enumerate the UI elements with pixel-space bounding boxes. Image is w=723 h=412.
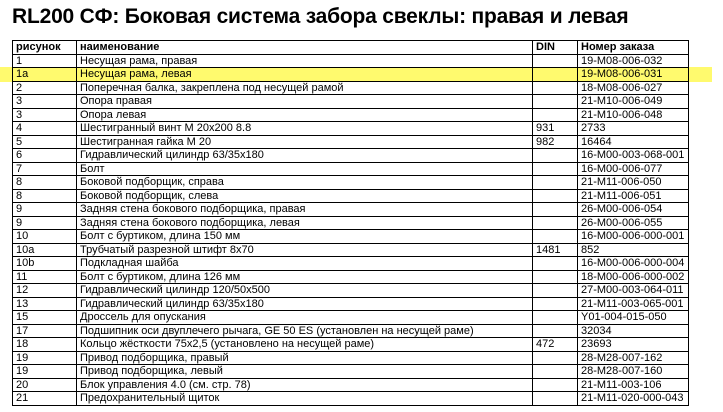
cell-din	[533, 68, 578, 82]
table-row	[13, 297, 689, 311]
cell-order-number: 23693	[578, 338, 689, 352]
parts-table	[12, 40, 689, 406]
cell-din	[533, 351, 578, 365]
cell-figure: 18	[13, 338, 77, 352]
cell-order-number: 21-M10-006-049	[578, 95, 689, 109]
cell-order-number: 2733	[578, 122, 689, 136]
cell-order-number: 21-M11-003-106	[578, 378, 689, 392]
cell-din	[533, 311, 578, 325]
table-row	[13, 95, 689, 109]
cell-order-number: 32034	[578, 324, 689, 338]
column-header-figure: рисунок	[13, 41, 77, 55]
cell-din	[533, 203, 578, 217]
table-row	[13, 189, 689, 203]
cell-name: Опора правая	[77, 95, 533, 109]
cell-din	[533, 284, 578, 298]
cell-order-number: 16-M00-006-077	[578, 162, 689, 176]
table-row	[13, 108, 689, 122]
cell-name: Гидравлический цилиндр 120/50x500	[77, 284, 533, 298]
cell-figure: 12	[13, 284, 77, 298]
cell-order-number: 19-M08-006-032	[578, 54, 689, 68]
cell-din	[533, 81, 578, 95]
cell-figure: 19	[13, 365, 77, 379]
cell-figure: 11	[13, 270, 77, 284]
table-row	[13, 392, 689, 406]
table-row	[13, 378, 689, 392]
cell-name: Несущая рама, правая	[77, 54, 533, 68]
cell-figure: 13	[13, 297, 77, 311]
cell-name: Болт	[77, 162, 533, 176]
cell-order-number: 26-M00-006-055	[578, 216, 689, 230]
table-row	[13, 284, 689, 298]
cell-order-number: 16464	[578, 135, 689, 149]
cell-name: Поперечная балка, закреплена под несущей рамой	[77, 81, 533, 95]
cell-order-number: 19-M08-006-031	[578, 68, 689, 82]
table-row	[13, 176, 689, 190]
table-row	[13, 243, 689, 257]
cell-figure: 9	[13, 203, 77, 217]
cell-order-number: 852	[578, 243, 689, 257]
cell-figure: 8	[13, 176, 77, 190]
table-row	[13, 216, 689, 230]
table-row	[13, 257, 689, 271]
cell-order-number: 21-M10-006-048	[578, 108, 689, 122]
cell-din	[533, 270, 578, 284]
cell-figure: 1a	[13, 68, 77, 82]
cell-din	[533, 54, 578, 68]
cell-figure: 20	[13, 378, 77, 392]
cell-din: 1481	[533, 243, 578, 257]
cell-figure: 10b	[13, 257, 77, 271]
table-row	[13, 162, 689, 176]
cell-name: Предохранительный щиток	[77, 392, 533, 406]
cell-name: Дроссель для опускания	[77, 311, 533, 325]
cell-name: Опора левая	[77, 108, 533, 122]
cell-din	[533, 108, 578, 122]
cell-order-number: 18-M00-006-000-002	[578, 270, 689, 284]
cell-din	[533, 378, 578, 392]
table-row	[13, 54, 689, 68]
cell-din	[533, 95, 578, 109]
cell-din	[533, 176, 578, 190]
cell-order-number: 21-M11-003-065-001	[578, 297, 689, 311]
cell-din	[533, 216, 578, 230]
cell-din	[533, 230, 578, 244]
cell-figure: 10	[13, 230, 77, 244]
cell-name: Несущая рама, левая	[77, 68, 533, 82]
table-header-row	[13, 41, 689, 55]
cell-name: Подшипник оси двуплечего рычага, GE 50 ES (установлен на несущей раме)	[77, 324, 533, 338]
cell-figure: 9	[13, 216, 77, 230]
cell-figure: 21	[13, 392, 77, 406]
table-row	[13, 365, 689, 379]
cell-din	[533, 365, 578, 379]
cell-figure: 6	[13, 149, 77, 163]
cell-name: Боковой подборщик, слева	[77, 189, 533, 203]
table-row	[13, 122, 689, 136]
cell-order-number: 28-M28-007-160	[578, 365, 689, 379]
table-row	[13, 311, 689, 325]
cell-order-number: 16-M00-006-000-001	[578, 230, 689, 244]
cell-order-number: 16-M00-003-068-001	[578, 149, 689, 163]
cell-din	[533, 189, 578, 203]
table-row	[13, 338, 689, 352]
cell-name: Привод подборщика, правый	[77, 351, 533, 365]
cell-name: Боковой подборщик, справа	[77, 176, 533, 190]
cell-name: Задняя стена бокового подборщика, левая	[77, 216, 533, 230]
table-row	[13, 68, 689, 82]
cell-figure: 7	[13, 162, 77, 176]
cell-din: 931	[533, 122, 578, 136]
cell-din	[533, 324, 578, 338]
cell-din	[533, 297, 578, 311]
table-row	[13, 270, 689, 284]
cell-din	[533, 257, 578, 271]
cell-name: Гидравлический цилиндр 63/35x180	[77, 149, 533, 163]
cell-din	[533, 392, 578, 406]
cell-order-number: 28-M28-007-162	[578, 351, 689, 365]
table-row	[13, 351, 689, 365]
table-row	[13, 81, 689, 95]
cell-name: Привод подборщика, левый	[77, 365, 533, 379]
cell-din	[533, 162, 578, 176]
cell-figure: 17	[13, 324, 77, 338]
cell-name: Гидравлический цилиндр 63/35x180	[77, 297, 533, 311]
column-header-order-number: Номер заказа	[578, 41, 689, 55]
cell-din: 982	[533, 135, 578, 149]
cell-figure: 19	[13, 351, 77, 365]
cell-figure: 1	[13, 54, 77, 68]
column-header-name: наименование	[77, 41, 533, 55]
cell-name: Блок управления 4.0 (см. стр. 78)	[77, 378, 533, 392]
cell-figure: 3	[13, 108, 77, 122]
cell-name: Кольцо жёсткости 75x2,5 (установлено на несущей раме)	[77, 338, 533, 352]
page-title: RL200 СФ: Боковая система забора свеклы: правая и левая	[12, 5, 629, 28]
cell-order-number: Y01-004-015-050	[578, 311, 689, 325]
cell-name: Болт с буртиком, длина 150 мм	[77, 230, 533, 244]
cell-name: Болт с буртиком, длина 126 мм	[77, 270, 533, 284]
table-row	[13, 324, 689, 338]
table-row	[13, 135, 689, 149]
column-header-din: DIN	[533, 41, 578, 55]
cell-name: Задняя стена бокового подборщика, правая	[77, 203, 533, 217]
cell-name: Шестигранный винт M 20x200 8.8	[77, 122, 533, 136]
cell-figure: 15	[13, 311, 77, 325]
cell-order-number: 27-M00-003-064-011	[578, 284, 689, 298]
cell-order-number: 21-M11-006-050	[578, 176, 689, 190]
cell-order-number: 26-M00-006-054	[578, 203, 689, 217]
cell-order-number: 18-M08-006-027	[578, 81, 689, 95]
cell-name: Подкладная шайба	[77, 257, 533, 271]
cell-order-number: 16-M00-006-000-004	[578, 257, 689, 271]
cell-figure: 10a	[13, 243, 77, 257]
cell-figure: 5	[13, 135, 77, 149]
cell-din	[533, 149, 578, 163]
cell-figure: 4	[13, 122, 77, 136]
table-row	[13, 230, 689, 244]
cell-order-number: 21-M11-006-051	[578, 189, 689, 203]
cell-name: Трубчатый разрезной штифт 8x70	[77, 243, 533, 257]
cell-name: Шестигранная гайка M 20	[77, 135, 533, 149]
table-row	[13, 203, 689, 217]
cell-figure: 2	[13, 81, 77, 95]
cell-figure: 8	[13, 189, 77, 203]
cell-din: 472	[533, 338, 578, 352]
table-row	[13, 149, 689, 163]
parts-table-body	[13, 54, 689, 405]
cell-order-number: 21-M11-020-000-043	[578, 392, 689, 406]
cell-figure: 3	[13, 95, 77, 109]
